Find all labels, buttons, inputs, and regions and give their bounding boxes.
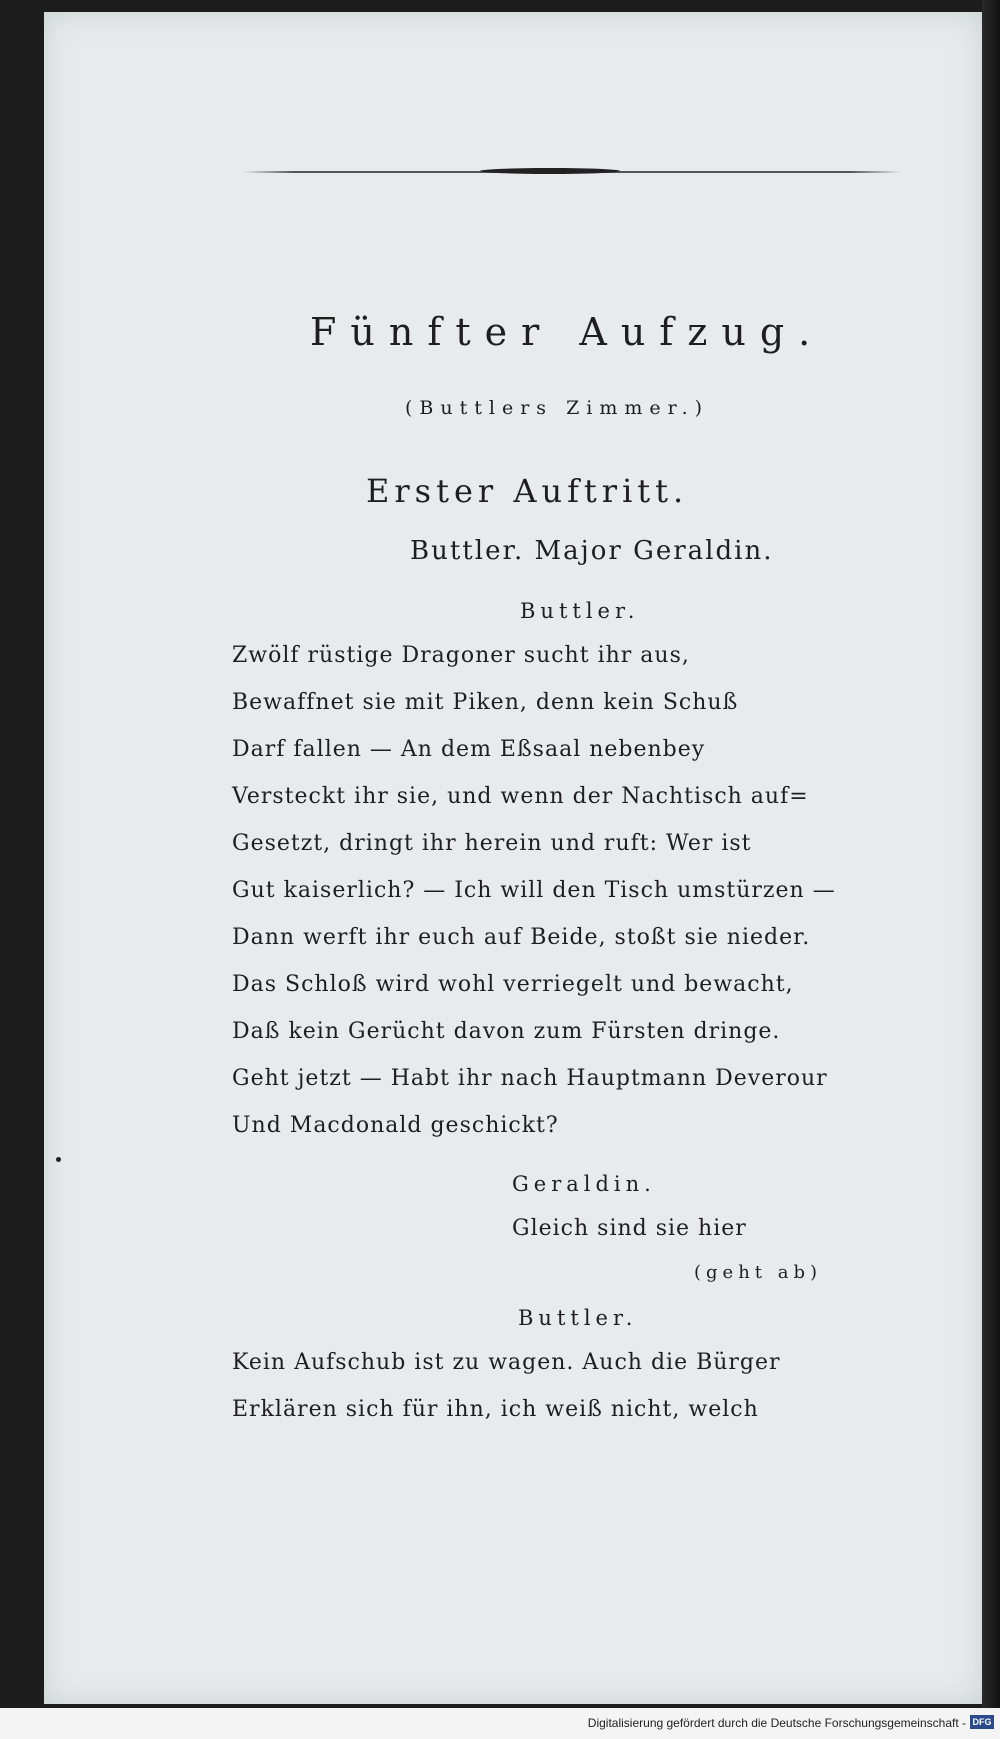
verse-line: Und Macdonald geschickt? — [232, 1113, 559, 1138]
verse-line: Das Schloß wird wohl verriegelt und bewacht, — [232, 972, 794, 997]
act-title: Fünfter Aufzug. — [310, 310, 825, 354]
ink-spot — [56, 1157, 61, 1162]
scan-edge — [982, 0, 1000, 1739]
scene-title: Erster Auftritt. — [366, 472, 689, 510]
verse-line: Zwölf rüstige Dragoner sucht ihr aus, — [232, 643, 690, 668]
verse-line: Darf fallen — An dem Eßsaal nebenbey — [232, 737, 706, 762]
verse-line: Gut kaiserlich? — Ich will den Tisch umstürzen — — [232, 878, 836, 903]
scene-characters: Buttler. Major Geraldin. — [410, 536, 774, 566]
speaker-name: Geraldin. — [512, 1172, 656, 1196]
book-page — [44, 12, 982, 1704]
verse-line: Geht jetzt — Habt ihr nach Hauptmann Deverour — [232, 1066, 828, 1091]
verse-line: Kein Aufschub ist zu wagen. Auch die Bürger — [232, 1350, 781, 1375]
verse-line: Versteckt ihr sie, und wenn der Nachtisch auf= — [232, 784, 809, 809]
ornamental-rule-center — [480, 168, 620, 174]
verse-line: Gesetzt, dringt ihr herein und ruft: Wer ist — [232, 831, 752, 856]
verse-line: Daß kein Gerücht davon zum Fürsten dringe. — [232, 1019, 781, 1044]
speaker-name: Buttler. — [520, 599, 640, 623]
verse-line: Bewaffnet sie mit Piken, denn kein Schuß — [232, 690, 739, 715]
stage-direction: (geht ab) — [694, 1262, 823, 1283]
speaker-name: Buttler. — [518, 1306, 638, 1330]
verse-line: Dann werft ihr euch auf Beide, stoßt sie nieder. — [232, 925, 811, 950]
dfg-logo: DFG — [970, 1715, 994, 1729]
verse-line: Gleich sind sie hier — [512, 1216, 747, 1241]
funding-credit: Digitalisierung gefördert durch die Deutsche Forschungsgemeinschaft - — [587, 1716, 966, 1730]
room-setting: (Buttlers Zimmer.) — [405, 397, 710, 419]
verse-line: Erklären sich für ihn, ich weiß nicht, welch — [232, 1397, 759, 1422]
